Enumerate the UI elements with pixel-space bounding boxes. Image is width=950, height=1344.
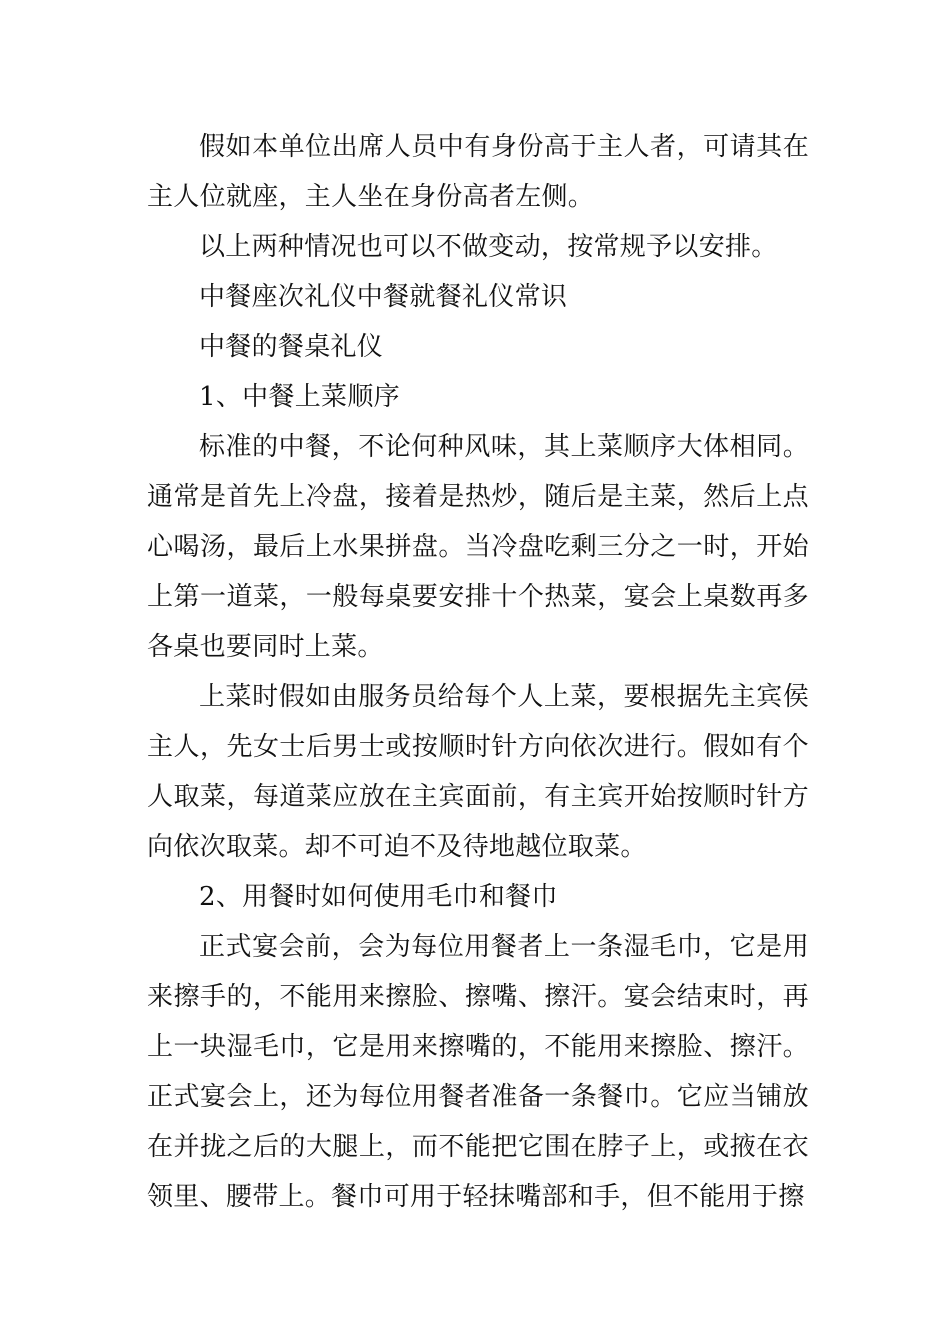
paragraph-host-seat: 假如本单位出席人员中有身份高于主人者，可请其在主人位就座，主人坐在身份高者左侧。 — [147, 132, 809, 212]
paragraph-serving-order: 标准的中餐，不论何种风味，其上菜顺序大体相同。通常是首先上冷盘，接着是热炒，随后是主菜，然后上点心喝汤，最后上水果拼盘。当冷盘吃剩三分之一时，开始上第一道菜，一般每桌要安排十个热菜，宴会上桌数再多各桌也要同时上菜。 — [147, 432, 809, 662]
heading-towel-napkin: 2、用餐时如何使用毛巾和餐巾 — [199, 882, 558, 912]
subsection-title: 中餐的餐桌礼仪 — [199, 332, 384, 362]
document-body — [147, 122, 809, 1222]
paragraph-serving-method: 上菜时假如由服务员给每个人上菜，要根据先主宾侯主人，先女士后男士或按顺时针方向依次进行。假如有个人取菜，每道菜应放在主宾面前，有主宾开始按顺时针方向依次取菜。却不可迫不及待地越位取菜。 — [147, 682, 809, 862]
paragraph-no-change: 以上两种情况也可以不做变动，按常规予以安排。 — [199, 232, 778, 262]
paragraph-towel-napkin: 正式宴会前，会为每位用餐者上一条湿毛巾，它是用来擦手的，不能用来擦脸、擦嘴、擦汗。宴会结束时，再上一块湿毛巾，它是用来擦嘴的，不能用来擦脸、擦汗。正式宴会上，还为每位用餐者准备一条餐巾。它应当铺放在并拢之后的大腿上，而不能把它围在脖子上，或掖在衣领里、腰带上。餐巾可用于轻抹嘴部和手，但不能用于擦 — [147, 932, 809, 1212]
section-title: 中餐座次礼仪中餐就餐礼仪常识 — [199, 282, 568, 312]
heading-serving-order: 1、中餐上菜顺序 — [199, 382, 400, 412]
